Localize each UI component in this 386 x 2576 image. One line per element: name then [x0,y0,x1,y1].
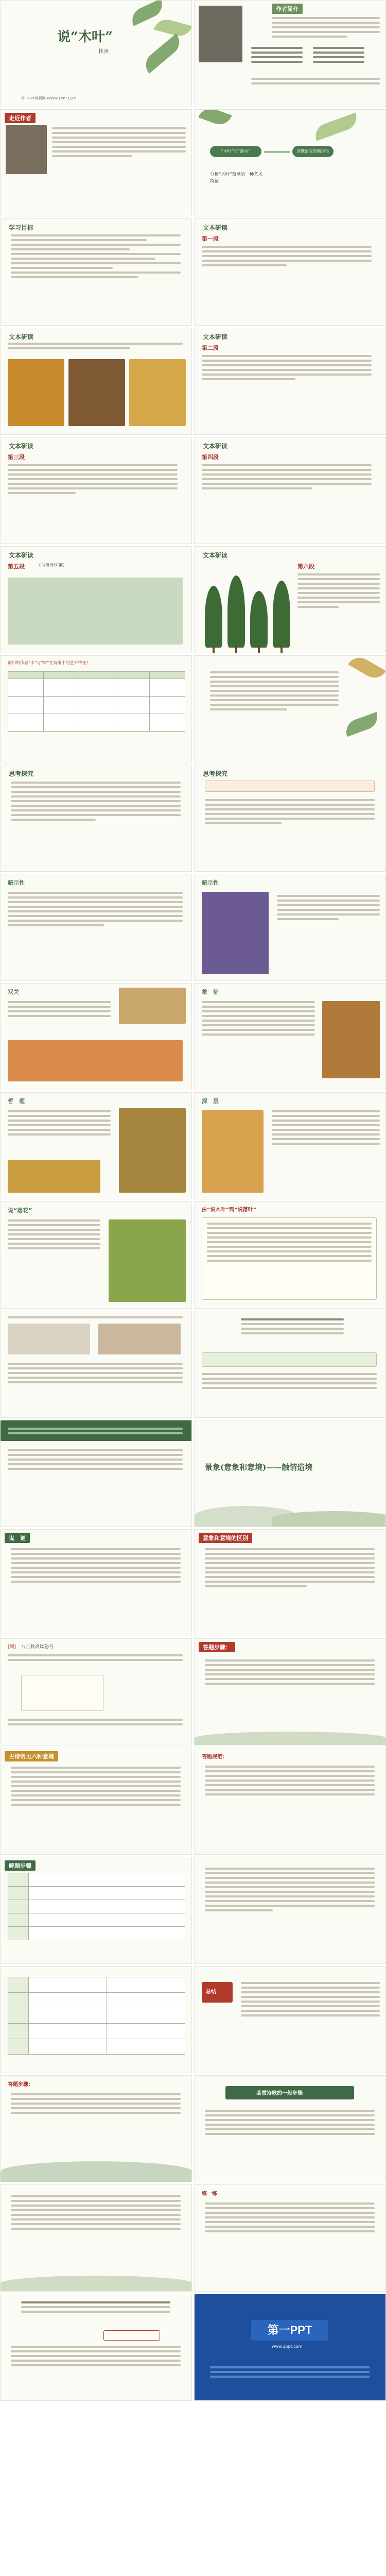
text-block [8,1316,183,1318]
illustration [8,1324,90,1354]
text-block [8,1449,183,1470]
section-label: 文本研读 [9,552,34,559]
slide-tips [194,1857,386,1964]
section-label: 作者简介 [272,4,303,14]
section-heading: 第四段 [202,454,219,461]
feature-table [8,671,185,732]
text-block [11,234,181,278]
slide-section-three [0,437,192,544]
text-block [8,1110,111,1136]
autumn-photo [68,359,125,426]
section-label: 文本研读 [203,443,228,450]
text-block [272,1110,380,1145]
text-block [251,78,380,84]
text-block [11,1767,181,1806]
slide-cover [0,0,192,107]
slide-green-text [0,1420,192,1527]
row [0,1638,386,1745]
text-block [205,2202,375,2232]
tree-shape [273,581,290,648]
autumn-photo [129,359,186,426]
row [0,109,386,216]
slide-method [0,2184,192,2292]
slide-end [194,2294,386,2401]
slide-section-six [194,546,386,653]
arrow [264,151,290,152]
text-block [8,343,183,349]
text-block [202,464,372,489]
brand-logo: 第一PPT [251,2320,328,2341]
slide-solve-steps [0,1857,192,1964]
concept-right: 诗歌语言的暗示性 [292,146,334,157]
slide-autumn [0,328,192,435]
leaf-shape [141,33,185,74]
slide-about-author [0,109,192,216]
text-block [8,892,183,926]
row [0,1311,386,1418]
apple-photo [109,1219,186,1302]
section-label: 解题步骤 [5,1860,36,1871]
text-block [207,1223,372,1262]
text-block [11,2346,181,2366]
brand-site: www.1ppt.com [272,2344,303,2349]
text-block [11,782,181,821]
slide-guide [194,2075,386,2182]
text-block [210,671,339,710]
text-block [8,1428,183,1434]
tree-shape [227,575,245,648]
slide-table-2 [0,1966,192,2073]
text-block [8,464,178,494]
text-block [21,2301,170,2313]
section-label: 鬼 谜 [5,1533,30,1543]
steps-table [8,1873,185,1940]
text-block [205,1659,375,1685]
text-block [205,1548,375,1587]
slide-implication-1 [0,874,192,981]
slide-rule [194,1529,386,1636]
section-heading: 由“说木叶”到“说落叶” [202,1207,257,1213]
poem-line: 八月秋高风怒号 [21,1645,54,1650]
section-label: 思考探究 [9,770,34,777]
summary-label: 总结 [206,1989,216,1995]
text-block [241,1318,344,1334]
autumn-photo [8,359,64,426]
slide-implication-2 [194,874,386,981]
text-block [205,1868,375,1911]
section-heading: 说“落花” [8,1207,32,1214]
text-block [11,2195,181,2230]
pinyin-block [251,47,303,63]
section-label: 古诗常见六种意境 [5,1751,58,1761]
slide-poem-compare [194,1311,386,1418]
blank-box [21,1675,103,1711]
slide-from-to [194,1201,386,1309]
slide-author-intro [194,0,386,107]
slide-symbol [194,983,386,1090]
slide-think-2 [194,765,386,872]
slide-four-points [194,1638,386,1745]
text-block [11,2093,181,2114]
cover-site: 第一PPT模板网-WWW.1PPT.COM [21,96,77,100]
scene-photo [119,988,186,1024]
slide-practice [194,2184,386,2292]
text-block [210,2366,370,2378]
autumn-photo [8,1160,100,1193]
row [0,1201,386,1309]
slide-concept [194,109,386,216]
section-label: 走近作者 [5,113,36,123]
slide-steps [0,2075,192,2182]
text-block [52,127,186,157]
section-label: 文本研读 [203,333,228,341]
hill-shape [1,2276,192,2291]
row [0,983,386,1090]
leaf-photo [8,578,183,645]
text-block [272,17,380,38]
table-question: 请归纳作者“木”与“树”在诗歌中的艺术特征？ [8,660,91,665]
slide-ancient [0,1748,192,1855]
section-label: 意象和意境的区别 [199,1533,252,1543]
row [0,2294,386,2401]
hill-shape [1,2161,192,2182]
text-block [8,1001,111,1017]
sunset-photo [8,1040,183,1081]
row [0,1529,386,1636]
leaf-shape [348,655,386,683]
sunlight-photo [322,1001,380,1078]
guide-label: 鉴赏诗歌的一般步骤 [256,2091,303,2096]
leaf-shape [312,112,360,141]
slide-think [0,765,192,872]
author-photo [199,6,242,62]
section-heading: 第一段 [202,235,219,242]
section-heading: 深 层 [202,1098,219,1105]
slide-section-two [194,328,386,435]
section-heading: 双关 [8,989,19,995]
row [0,2075,386,2182]
section-label: 文本研读 [9,443,34,450]
section-heading: 暗示性 [8,879,25,886]
row [0,328,386,435]
slide-section-four [194,437,386,544]
section-heading: 答题步骤： [8,2082,33,2088]
slide-section-five [0,546,192,653]
highlight-box [202,1352,377,1367]
slide-leaves-quote [194,655,386,762]
row [0,437,386,544]
row [0,1966,386,2073]
row [0,655,386,762]
text-block [8,1654,183,1661]
analysis-table [8,1977,185,2055]
author-photo [6,125,47,174]
slide-blanks [0,1638,192,1745]
row [0,0,386,107]
slide-depth [194,1092,386,1199]
section-heading: 第六段 [297,563,314,570]
flower-photo [202,892,269,974]
leaf-shape [198,109,232,128]
section-label: 文本研读 [203,224,228,231]
row [0,218,386,326]
section-heading: 第五段 [8,563,25,570]
text-block [8,1363,183,1383]
section-label: 思考探究 [203,770,228,777]
section-note: （与落叶区别） [37,563,67,568]
section-heading: 象 征 [202,989,219,995]
section-label: 文本研读 [203,552,228,559]
slide-double [0,983,192,1090]
text-block [202,355,372,380]
cover-title: 说“木叶” [57,29,113,45]
scene-title: 景象(意象和意境)——触情造境 [205,1463,313,1472]
row [0,874,386,981]
section-heading: 哲 理 [8,1098,25,1105]
tree-shape [205,586,222,648]
autumn-photo [119,1108,186,1193]
illustration [98,1324,181,1354]
row [0,1857,386,1964]
hill-shape [272,1511,386,1527]
leaf-photo [202,1110,264,1193]
concept-mid: 分析“木叶”蕴涵的一种艺术特征 [210,172,263,184]
text-block [297,573,380,608]
text-block [202,1001,315,1036]
slide-table [0,655,192,762]
slide-poem-analysis [0,2294,192,2401]
slide-summary [194,1966,386,2073]
row [0,1092,386,1199]
text-block [205,2110,375,2135]
text-block [277,895,380,920]
concept-left: “木叶”与“落木” [210,146,261,157]
slide-falling [0,1201,192,1309]
section-label: 答题步骤： [199,1642,235,1652]
text-block [11,1548,181,1583]
highlight-box [205,781,375,792]
cover-author: 林庚 [98,49,109,55]
text-block [8,1219,100,1249]
slide-answer-norm [194,1748,386,1855]
text-block [205,1766,375,1795]
section-heading: 第二段 [202,345,219,351]
text-block [202,246,372,266]
row [0,546,386,653]
pinyin-block [313,47,364,63]
section-heading: 练一练 [202,2191,217,2197]
slide-scene-title [194,1420,386,1527]
slide-philosophy [0,1092,192,1199]
row [0,1420,386,1527]
slide-goals [0,218,192,326]
row [0,1748,386,1855]
text-block [8,1719,183,1725]
section-label: 文本研读 [9,333,34,341]
section-heading: 暗示性 [202,879,219,886]
section-heading: 第三段 [8,454,25,461]
leaf-shape [343,712,381,737]
example-tag: [例] [8,1645,16,1650]
text-block [241,1982,380,2016]
slide-trick [0,1529,192,1636]
text-block [205,799,375,824]
highlight-box [103,2330,160,2341]
row [0,765,386,872]
slide-section-one [194,218,386,326]
tree-shape [250,591,268,648]
slide-images [0,1311,192,1418]
text-block [202,1373,377,1389]
hill-shape [195,1732,386,1745]
section-label: 学习目标 [9,224,34,231]
row [0,2184,386,2292]
section-heading: 答题规范： [202,1754,227,1760]
